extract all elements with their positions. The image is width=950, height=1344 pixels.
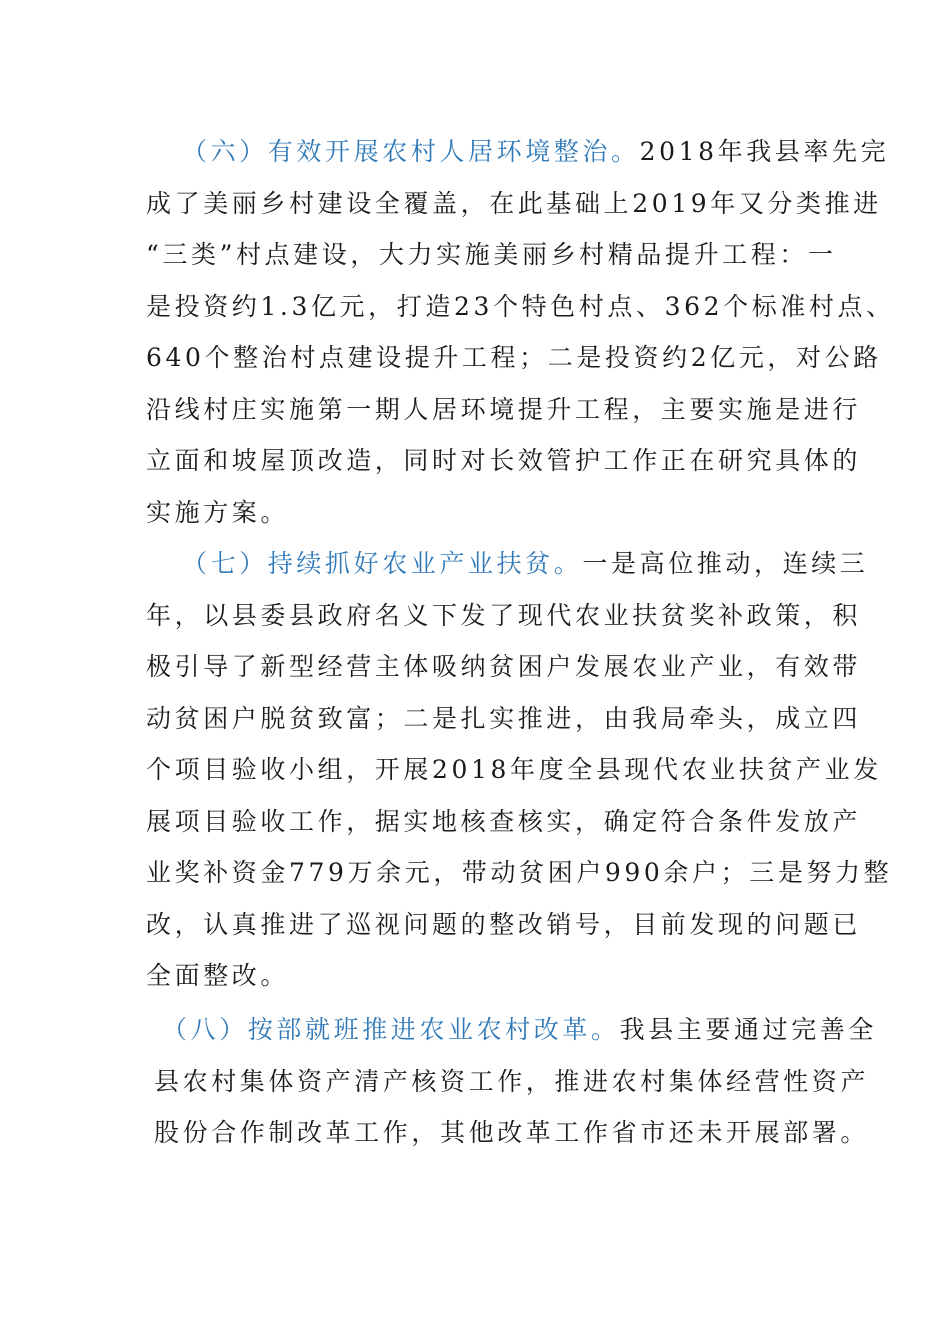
body-line: 极引导了新型经营主体吸纳贫困户发展农业产业，有效带 xyxy=(146,652,862,681)
body-text: 2018年我县率先完 xyxy=(639,137,890,166)
body-line: 展项目验收工作，据实地核查核实，确定符合条件发放产 xyxy=(146,806,862,836)
section-eight-heading: （八）按部就班推进农业农村改革。 xyxy=(162,1015,620,1044)
body-line: 年，以县委县政府名义下发了现代农业扶贫奖补政策，积 xyxy=(146,600,862,630)
body-line: 动贫困户脱贫致富；二是扎实推进，由我局牵头，成立四 xyxy=(146,703,862,733)
body-line: 股份合作制改革工作，其他改革工作省市还未开展部署。 xyxy=(154,1118,870,1147)
body-line: 业奖补资金779万余元，带动贫困户990余户；三是努力整 xyxy=(146,858,893,887)
body-line: 个项目验收小组，开展2018年度全县现代农业扶贫产业发 xyxy=(146,755,882,784)
section-eight-first-line xyxy=(146,1004,877,1056)
body-line: 立面和坡屋顶改造，同时对长效管护工作正在研究具体的 xyxy=(146,446,862,475)
body-line: 改，认真推进了巡视问题的整改销号，目前发现的问题已 xyxy=(146,909,862,939)
body-line: 实施方案。 xyxy=(146,497,290,527)
section-seven-first-line xyxy=(146,538,892,590)
body-line: 县农村集体资产清产核资工作，推进农村集体经营性资产 xyxy=(154,1066,870,1096)
section-six-first-line xyxy=(146,126,895,178)
body-line: 沿线村庄实施第一期人居环境提升工程，主要实施是进行 xyxy=(146,394,862,424)
section-eight xyxy=(146,1004,877,1159)
section-six-heading: （六）有效开展农村人居环境整治。 xyxy=(182,137,640,166)
body-text: 一是高位推动，连续三 xyxy=(582,549,869,578)
body-line: “三类”村点建设，大力实施美丽乡村精品提升工程：一 xyxy=(146,240,837,269)
body-line: 成了美丽乡村建设全覆盖，在此基础上2019年又分类推进 xyxy=(146,188,882,218)
body-text: 我县主要通过完善全 xyxy=(619,1015,878,1044)
section-six xyxy=(146,126,895,538)
body-line: 是投资约1.3亿元，打造23个特色村点、362个标准村点、 xyxy=(146,291,895,321)
body-line: 全面整改。 xyxy=(146,961,290,990)
body-line: 640个整治村点建设提升工程；二是投资约2亿元，对公路 xyxy=(146,343,882,372)
section-seven-heading: （七）持续抓好农业产业扶贫。 xyxy=(182,549,583,578)
section-seven xyxy=(146,538,892,1002)
